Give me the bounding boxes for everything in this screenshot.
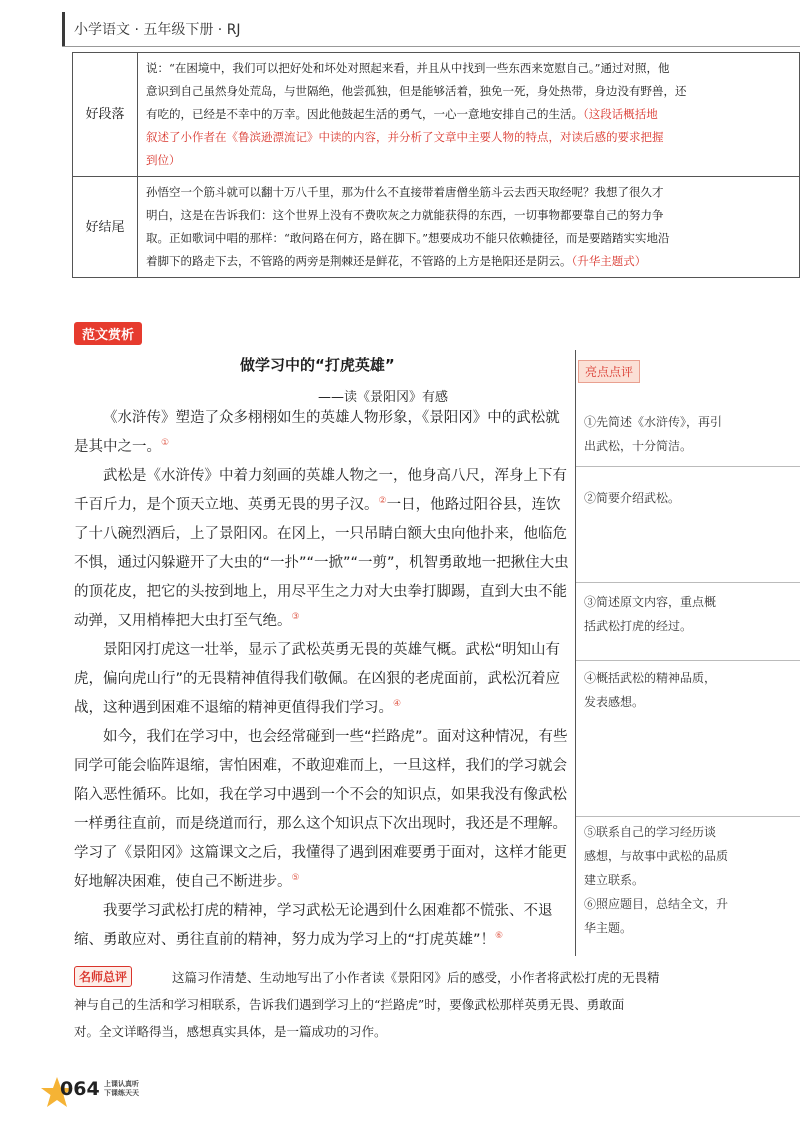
highlight-note: ①先简述《水浒传》，再引 出武松，十分简洁。 <box>584 415 723 453</box>
note-marker: ⑥ <box>495 931 504 942</box>
note-marker: ⑤ <box>291 873 300 884</box>
footer-slogan: 上课认真听 下课练天天 <box>104 1080 139 1097</box>
highlight-note: ④概括武松的精神品质， 发表感想。 <box>584 671 717 709</box>
note-marker: ① <box>161 438 170 449</box>
running-header: 小学语文 · 五年级下册 · RJ <box>74 22 241 38</box>
paragraph: 如今，我们在学习中，也会经常碰到一些“拦路虎”。面对这种情况，有些同学可能会临阵退缩，害怕困难，不敢迎难而上，一旦这样，我们的学习就会陷入恶性循环。比如，我在学习中遇到一个不会的知识点，如果我没有像武松一样勇往直前，而是绕道而行，那么这个知识点下次出现时，我还是不理解。学习了《景阳冈》这篇课文之后，我懂得了遇到困难要勇于面对，这样才能更好地解决困难，使自己不断进步。⑤ <box>74 729 568 890</box>
note-marker: ④ <box>393 699 402 710</box>
table-row <box>73 177 800 278</box>
note-divider <box>576 816 800 817</box>
note-divider <box>576 466 800 467</box>
note-divider <box>576 660 800 661</box>
section-tag: 范文赏析 <box>74 322 142 345</box>
row-content: 说：“在困境中，我们可以把好处和坏处对照起来看，并且从中找到一些东西来宽慰自己。”通过对照，他 意识到自己虽然身处荒岛，与世隔绝，他尝孤独，但是能够活着，独免一死，身处热带，身边没有野兽，还 有吃的，已经是不幸中的万幸。因此他鼓起生活的勇气，一心一意地安排自己的生活。（这段话概括地 叙述了小作者在《鲁滨逊漂流记》中读的内容，并分析了文章中主要人物的特点，对读后感的要求把握 到位） <box>138 53 800 177</box>
note-marker: ② <box>378 496 387 507</box>
row-label: 好结尾 <box>73 177 138 278</box>
row-label: 好段落 <box>73 53 138 177</box>
header-rule <box>62 46 800 47</box>
header-bar <box>62 12 65 46</box>
page-number: 064 <box>60 1078 100 1100</box>
highlight-note: ③简述原文内容，重点概 括武松打虎的经过。 <box>584 595 717 633</box>
summary-tag: 名师总评 <box>74 966 132 987</box>
highlights-tag: 亮点点评 <box>578 360 640 383</box>
tips-table <box>72 52 800 278</box>
highlight-note: ⑤联系自己的学习经历谈 感想，与故事中武松的品质 建立联系。 ⑥照应题目，总结全文，升 华主题。 <box>584 825 729 935</box>
article-title: 做学习中的“打虎英雄” <box>240 356 395 374</box>
paragraph: 《水浒传》塑造了众多栩栩如生的英雄人物形象，《景阳冈》中的武松就是其中之一。① <box>74 410 560 455</box>
paragraph: 武松是《水浒传》中着力刻画的英雄人物之一，他身高八尺，浑身上下有千百斤力，是个顶天立地、英勇无畏的男子汉。②一日，他路过阳谷县，连饮了十八碗烈酒后，上了景阳冈。在冈上，一只吊睛白额大虫向他扑来，他临危不惧，通过闪躲避开了大虫的“一扑”“一掀”“一剪”，机智勇敢地一把揪住大虫的顶花皮，把它的头按到地上，用尽平生之力对大虫拳打脚踢，直到大虫不能动弹，又用梢棒把大虫打至气绝。③ <box>74 468 569 629</box>
article-subtitle: ——读《景阳冈》有感 <box>318 390 449 405</box>
article-body <box>74 404 574 955</box>
note-marker: ③ <box>291 612 300 623</box>
highlight-note: ②简要介绍武松。 <box>584 491 681 505</box>
paragraph: 景阳冈打虎这一壮举，显示了武松英勇无畏的英雄气概。武松“明知山有虎，偏向虎山行”的无畏精神值得我们敬佩。在凶狠的老虎面前，武松沉着应战，这种遇到困难不退缩的精神更值得我们学习。④ <box>74 642 561 716</box>
teacher-summary: 这篇习作清楚、生动地写出了小作者读《景阳冈》后的感受，小作者将武松打虎的无畏精 神与自己的生活和学习相联系，告诉我们遇到学习上的“拦路虎”时，要像武松那样英勇无畏、勇敢面 对。全文详略得当，感想真实具体，是一篇成功的习作。 <box>74 970 660 1039</box>
table-row <box>73 53 800 177</box>
note-divider <box>576 582 800 583</box>
row-content: 孙悟空一个筋斗就可以翻十万八千里，那为什么不直接带着唐僧坐筋斗云去西天取经呢？我想了很久才 明白，这是在告诉我们：这个世界上没有不费吹灰之力就能获得的东西，一切事物都要靠自己的努力争 取。正如歌词中唱的那样：“敢问路在何方，路在脚下。”想要成功不能只依赖捷径，而是要踏踏实实地沿 着脚下的路走下去，不管路的两旁是荆棘还是鲜花，不管路的上方是艳阳还是阴云。（升华主题式） <box>138 177 800 278</box>
paragraph: 我要学习武松打虎的精神，学习武松无论遇到什么困难都不慌张、不退缩、勇敢应对、勇往直前的精神，努力成为学习上的“打虎英雄”！⑥ <box>74 903 553 948</box>
